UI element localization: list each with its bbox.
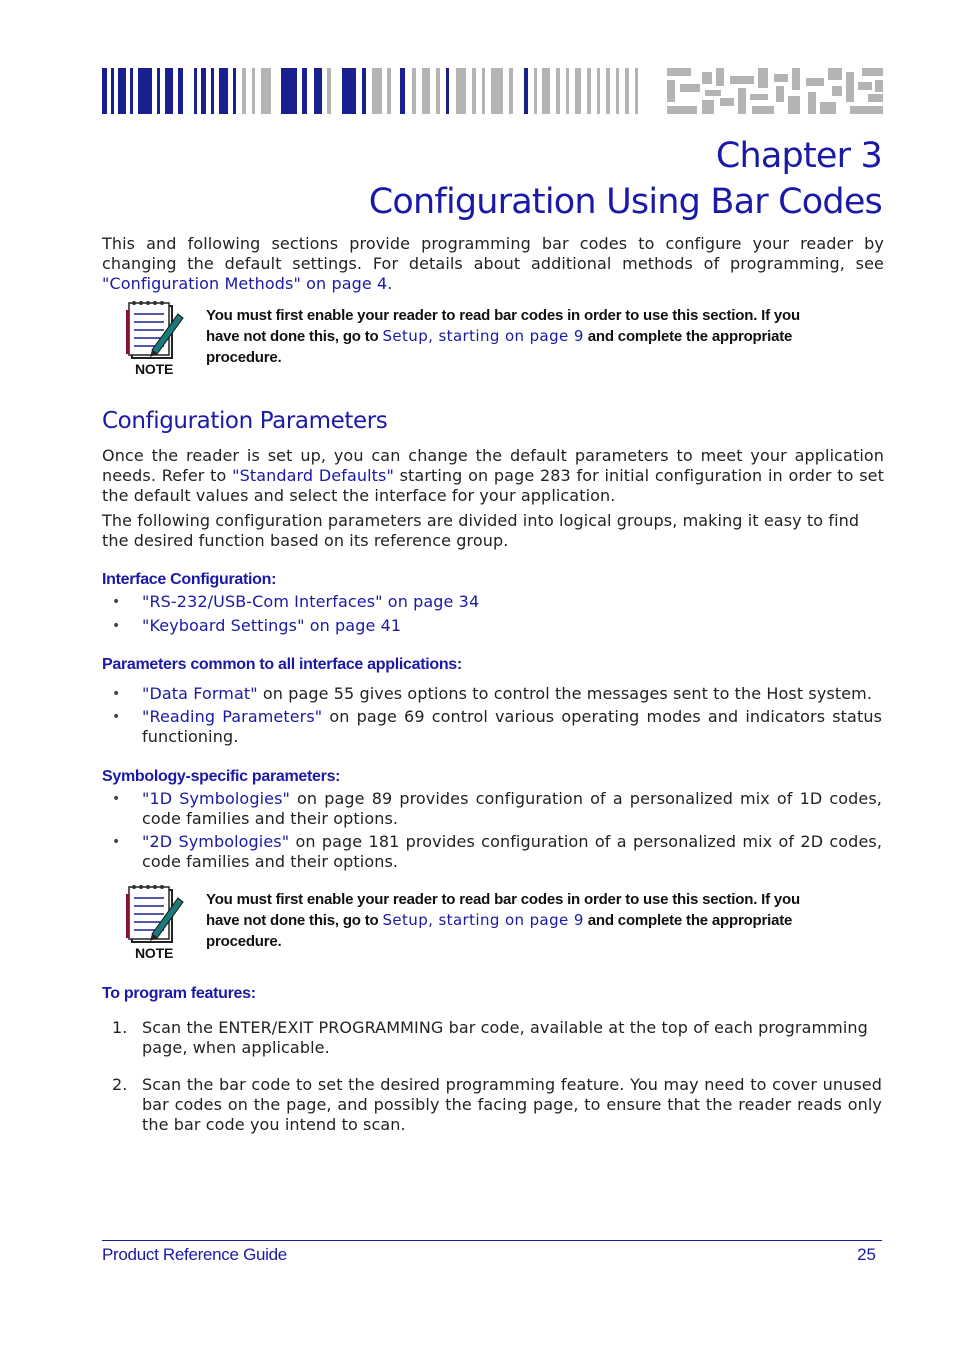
note-box-1 (126, 300, 190, 380)
section-paragraph-2: The following configuration parameters are divided into logical groups, making it easy to find the desired function based on its reference group. (102, 511, 860, 550)
bullet-icon: • (112, 834, 121, 850)
list-item: • "Data Format" on page 55 gives options to control the messages sent to the Host system. (112, 684, 873, 703)
data-format-link[interactable]: "Data Format" (142, 684, 258, 703)
rs232-link[interactable]: "RS-232/USB-Com Interfaces" on page 34 (142, 592, 480, 611)
common-params-heading: Parameters common to all interface applications: (102, 656, 462, 673)
note-notepad-icon (126, 884, 186, 946)
list-item (112, 616, 882, 636)
note-notepad-icon (126, 300, 186, 362)
bullet-icon: • (112, 709, 121, 725)
symbology-params-heading: Symbology-specific parameters: (102, 768, 341, 785)
note-box-2 (126, 884, 190, 964)
standard-defaults-link[interactable]: "Standard Defaults" (232, 466, 394, 485)
intro-paragraph: This and following sections provide programming bar codes to configure your reader by changing the default settings. For details about additional methods of programming, see "Configuration Methods" on page 4. (102, 234, 884, 293)
footer-rule (102, 1240, 882, 1241)
setup-link-1[interactable]: Setup, starting on page 9 (382, 327, 584, 345)
note-text-1: You must first enable your reader to read bar codes in order to use this section. If you have not done this, go to Setup, starting on page 9 and complete the appropriate procedure. (206, 307, 800, 366)
note-text-2: You must first enable your reader to read bar codes in order to use this section. If you have not done this, go to Setup, starting on page 9 and complete the appropriate procedure. (206, 891, 800, 950)
section-paragraph-1: Once the reader is set up, you can change the default parameters to meet your application needs. Refer to "Standard Defaults" starting on page 283 for initial configuration in order to set the default values and select the interface for your application. (102, 446, 884, 505)
keyboard-settings-link[interactable]: "Keyboard Settings" on page 41 (142, 616, 402, 635)
interface-config-heading: Interface Configuration: (102, 571, 277, 588)
section-title: Configuration Parameters (102, 408, 388, 434)
list-item (112, 592, 882, 612)
program-heading: To program features: (102, 985, 256, 1002)
chapter-number: Chapter 3 (715, 136, 882, 176)
bullet-icon: • (112, 618, 121, 634)
note-label-1: NOTE (135, 361, 174, 377)
list-item: • "Reading Parameters" on page 69 control various operating modes and indicators status functioning. (112, 707, 883, 746)
reading-parameters-link[interactable]: "Reading Parameters" (142, 707, 323, 726)
page-number: 25 (857, 1245, 876, 1264)
bullet-icon: • (112, 594, 121, 610)
list-item: • "2D Symbologies" on page 181 provides configuration of a personalized mix of 2D codes, code families and their options. (112, 832, 883, 871)
bullet-icon: • (112, 686, 121, 702)
note-label-2: NOTE (135, 945, 174, 961)
list-item: 1. Scan the ENTER/EXIT PROGRAMMING bar code, available at the top of each programming page, when applicable. (112, 1018, 868, 1057)
chapter-name: Configuration Using Bar Codes (368, 182, 882, 222)
configuration-methods-link[interactable]: "Configuration Methods" on page 4 (102, 274, 388, 293)
barcode-banner (102, 68, 883, 114)
list-item: • "1D Symbologies" on page 89 provides configuration of a personalized mix of 1D codes, code families and their options. (112, 789, 882, 828)
bullet-icon: • (112, 791, 121, 807)
1d-symbologies-link[interactable]: "1D Symbologies" (142, 789, 290, 808)
chapter-title (369, 133, 882, 225)
footer-title: Product Reference Guide (102, 1245, 287, 1264)
setup-link-2[interactable]: Setup, starting on page 9 (382, 911, 584, 929)
2d-symbologies-link[interactable]: "2D Symbologies" (142, 832, 290, 851)
list-item: 2. Scan the bar code to set the desired programming feature. You may need to cover unused bar codes on the page, and possibly the facing page, to ensure that the reader reads only the bar code you intend to scan. (112, 1075, 882, 1134)
